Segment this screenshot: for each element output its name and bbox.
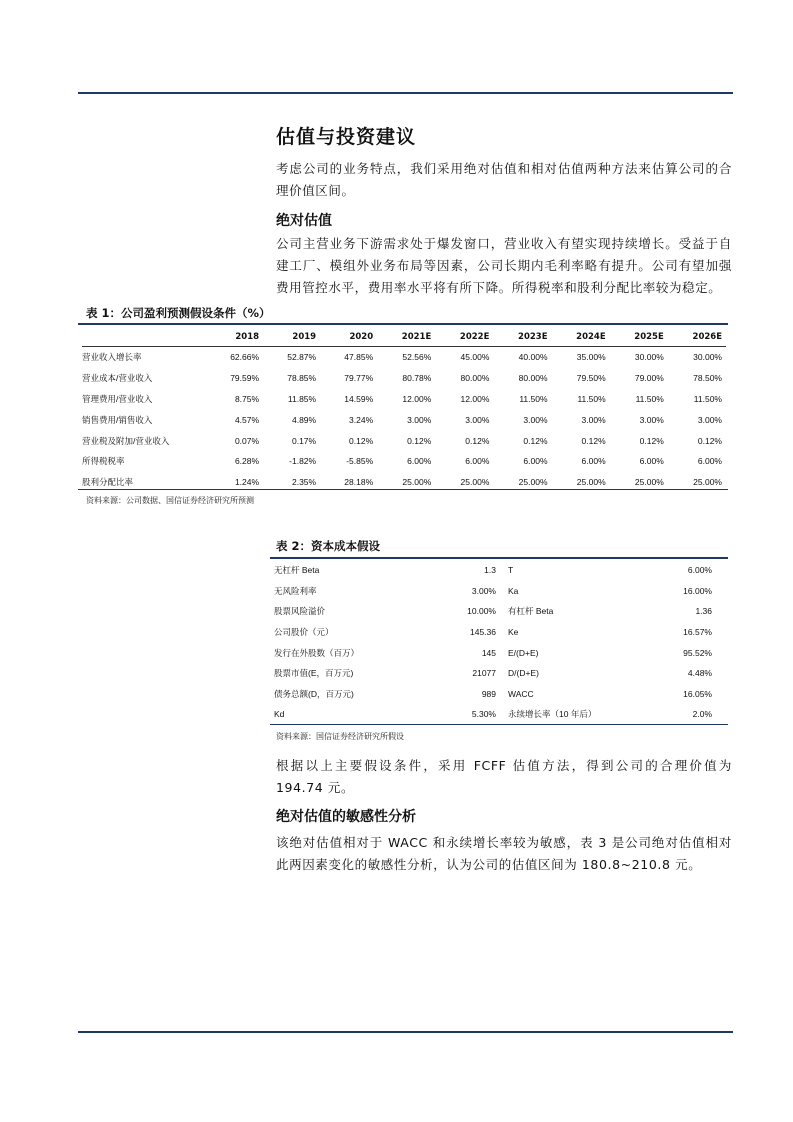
- table-cell: 45.00%: [460, 352, 490, 363]
- param-value: 145: [481, 647, 496, 658]
- fcff-paragraph: 根据以上主要假设条件，采用 FCFF 估值方法，得到公司的合理价值为 194.74 元。: [276, 758, 732, 795]
- param-value: 4.48%: [687, 668, 712, 679]
- table-cell: 3.00%: [407, 414, 432, 425]
- param-label: 无风险利率: [274, 585, 317, 596]
- param-value: 1.3: [484, 565, 496, 576]
- table-cell: 0.12%: [697, 435, 722, 446]
- table1-title: 表 1：公司盈利预测假设条件（%）: [86, 306, 271, 320]
- table-cell: 25.00%: [460, 477, 490, 488]
- table-cell: 3.00%: [639, 414, 664, 425]
- param-value: 145.36: [470, 627, 496, 638]
- param-label: Ke: [508, 627, 519, 638]
- table-cell: 6.00%: [407, 456, 432, 467]
- table-cell: 11.50%: [577, 393, 606, 404]
- table-cell: 79.50%: [576, 373, 606, 384]
- param-label: 债务总额(D，百万元): [274, 688, 354, 699]
- table-cell: 3.24%: [349, 414, 374, 425]
- param-label: Ka: [508, 585, 519, 596]
- param-label: Kd: [274, 709, 285, 720]
- table-row: [82, 368, 726, 389]
- table-cell: 6.00%: [639, 456, 664, 467]
- table-cell: 0.12%: [581, 435, 606, 446]
- table-cell: 0.12%: [349, 435, 374, 446]
- table-row: [82, 389, 726, 410]
- param-value: 16.05%: [683, 688, 712, 699]
- table2-top-rule: [270, 557, 728, 559]
- table-cell: 30.00%: [634, 352, 664, 363]
- table-row: [82, 409, 726, 430]
- table-cell: 11.50%: [635, 393, 664, 404]
- column-header: [82, 328, 206, 347]
- param-label: 股票风险溢价: [274, 606, 326, 617]
- row-label: 股利分配比率: [82, 477, 134, 488]
- table-cell: 4.89%: [291, 414, 317, 425]
- param-label: D/(D+E): [508, 668, 539, 679]
- column-header: 2024E: [552, 328, 610, 347]
- table-cell: 28.18%: [344, 477, 374, 488]
- table-cell: 11.50%: [519, 393, 548, 404]
- table-cell: 25.00%: [634, 477, 664, 488]
- table1-bottom-rule: [78, 489, 728, 490]
- table-cell: 6.00%: [465, 456, 490, 467]
- table1-source: 资料来源：公司数据、国信证券经济研究所预测: [86, 496, 254, 505]
- column-header: 2019: [263, 328, 320, 347]
- table-cell: 11.85%: [287, 393, 317, 404]
- table-row: [274, 704, 724, 725]
- table-header-row: [82, 328, 726, 347]
- table-row: [274, 560, 724, 581]
- table2-bottom-rule: [270, 724, 728, 725]
- table-cell: 1.24%: [234, 477, 260, 488]
- table-row: [274, 663, 724, 684]
- table-cell: 52.87%: [287, 352, 317, 363]
- intro-paragraph: 考虑公司的业务特点，我们采用绝对估值和相对估值两种方法来估算公司的合理价值区间。: [276, 161, 732, 198]
- table-row: [274, 684, 724, 705]
- column-header: 2020: [320, 328, 377, 347]
- table-row: [274, 581, 724, 602]
- column-header: 2023E: [493, 328, 551, 347]
- table-cell: 6.00%: [697, 456, 722, 467]
- sensitivity-paragraph: 该绝对估值相对于 WACC 和永续增长率较为敏感，表 3 是公司绝对估值相对此两因素变化的敏感性分析，认为公司的估值区间为 180.8~210.8 元。: [276, 835, 732, 872]
- table-row: [82, 347, 726, 368]
- param-value: 1.36: [695, 606, 712, 617]
- column-header: 2022E: [435, 328, 493, 347]
- header-rule: [78, 92, 733, 94]
- table-cell: 78.50%: [693, 373, 722, 384]
- abs-valuation-title: 绝对估值: [276, 213, 332, 229]
- table-cell: 47.85%: [344, 352, 374, 363]
- table-cell: 0.12%: [523, 435, 548, 446]
- table-cell: 0.12%: [407, 435, 432, 446]
- table-cell: 78.85%: [287, 373, 317, 384]
- table-cell: 6.00%: [581, 456, 606, 467]
- table-cell: 25.00%: [518, 477, 548, 488]
- param-value: 989: [481, 688, 496, 699]
- table-cell: 0.12%: [639, 435, 664, 446]
- table-cell: 79.00%: [634, 373, 664, 384]
- column-header: 2025E: [610, 328, 668, 347]
- param-value: 16.57%: [683, 627, 712, 638]
- table-cell: 52.56%: [402, 352, 432, 363]
- table-cell: 25.00%: [576, 477, 606, 488]
- param-label: 无杠杆 Beta: [274, 565, 320, 576]
- param-label: 发行在外股数（百万）: [274, 647, 360, 658]
- param-value: 5.30%: [471, 709, 496, 720]
- param-value: 6.00%: [687, 565, 712, 576]
- table-cell: 79.59%: [230, 373, 260, 384]
- table-row: [274, 622, 724, 643]
- footer-rule: [78, 1031, 733, 1033]
- table-cell: 25.00%: [693, 477, 722, 488]
- table-cell: 4.57%: [234, 414, 260, 425]
- table-cell: 0.17%: [291, 435, 317, 446]
- row-label: 销售费用/销售收入: [82, 414, 153, 425]
- table-row: [82, 430, 726, 451]
- param-value: 10.00%: [467, 606, 496, 617]
- table-cell: 12.00%: [402, 393, 432, 404]
- table-cell: 62.66%: [230, 352, 260, 363]
- row-label: 营业税及附加/营业收入: [82, 435, 170, 446]
- table-cell: -1.82%: [289, 456, 317, 467]
- param-label: T: [508, 565, 514, 576]
- table-cell: 8.75%: [234, 393, 260, 404]
- table2-source: 资料来源：国信证券经济研究所假设: [276, 732, 404, 741]
- table-cell: 0.12%: [465, 435, 490, 446]
- param-label: E/(D+E): [508, 647, 539, 658]
- param-value: 21077: [472, 668, 496, 679]
- param-value: 16.00%: [683, 585, 712, 596]
- table-cell: 14.59%: [344, 393, 374, 404]
- table-cell: 6.00%: [523, 456, 548, 467]
- table-row: [82, 451, 726, 472]
- param-value: 3.00%: [471, 585, 496, 596]
- table1-top-rule: [78, 323, 728, 325]
- row-label: 所得税税率: [82, 456, 125, 467]
- param-label: 永续增长率（10 年后）: [508, 709, 597, 720]
- param-label: 股票市值(E，百万元): [274, 668, 354, 679]
- param-label: 有杠杆 Beta: [508, 606, 554, 617]
- table-cell: 79.77%: [344, 373, 374, 384]
- column-header: 2021E: [377, 328, 435, 347]
- section-title: 估值与投资建议: [276, 126, 417, 148]
- table-cell: 3.00%: [581, 414, 606, 425]
- row-label: 管理费用/营业收入: [82, 393, 153, 404]
- column-header: 2018: [206, 328, 263, 347]
- sensitivity-title: 绝对估值的敏感性分析: [276, 809, 416, 825]
- column-header: 2026E: [668, 328, 726, 347]
- table-cell: 11.50%: [693, 393, 722, 404]
- table-cell: 40.00%: [518, 352, 548, 363]
- table-row: [274, 642, 724, 663]
- row-label: 营业成本/营业收入: [82, 373, 153, 384]
- table-cell: 6.28%: [234, 456, 260, 467]
- table-cell: 0.07%: [234, 435, 260, 446]
- table-cell: 3.00%: [465, 414, 490, 425]
- param-value: 95.52%: [683, 647, 712, 658]
- table-cell: 3.00%: [523, 414, 548, 425]
- table-cell: 30.00%: [693, 352, 722, 363]
- row-label: 营业收入增长率: [82, 352, 142, 363]
- param-label: 公司股价（元）: [274, 627, 334, 638]
- forecast-assumptions-table: [82, 328, 726, 493]
- param-value: 2.0%: [692, 709, 712, 720]
- table-cell: 80.78%: [402, 373, 432, 384]
- table-cell: 80.00%: [518, 373, 548, 384]
- table-cell: 12.00%: [460, 393, 490, 404]
- table-cell: 2.35%: [291, 477, 317, 488]
- table-cell: 80.00%: [460, 373, 490, 384]
- table-cell: 3.00%: [697, 414, 722, 425]
- table-cell: -5.85%: [346, 456, 374, 467]
- table-row: [274, 601, 724, 622]
- abs-valuation-paragraph: 公司主营业务下游需求处于爆发窗口，营业收入有望实现持续增长。受益于自建工厂、模组外业务布局等因素，公司长期内毛利率略有提升。公司有望加强费用管控水平，费用率水平将有所下降。所得税率和股利分配比率较为稳定。: [276, 236, 732, 295]
- param-label: WACC: [508, 688, 534, 699]
- cost-of-capital-table: [274, 560, 724, 725]
- table-cell: 25.00%: [402, 477, 432, 488]
- table-cell: 35.00%: [576, 352, 606, 363]
- table2-title: 表 2：资本成本假设: [276, 539, 381, 553]
